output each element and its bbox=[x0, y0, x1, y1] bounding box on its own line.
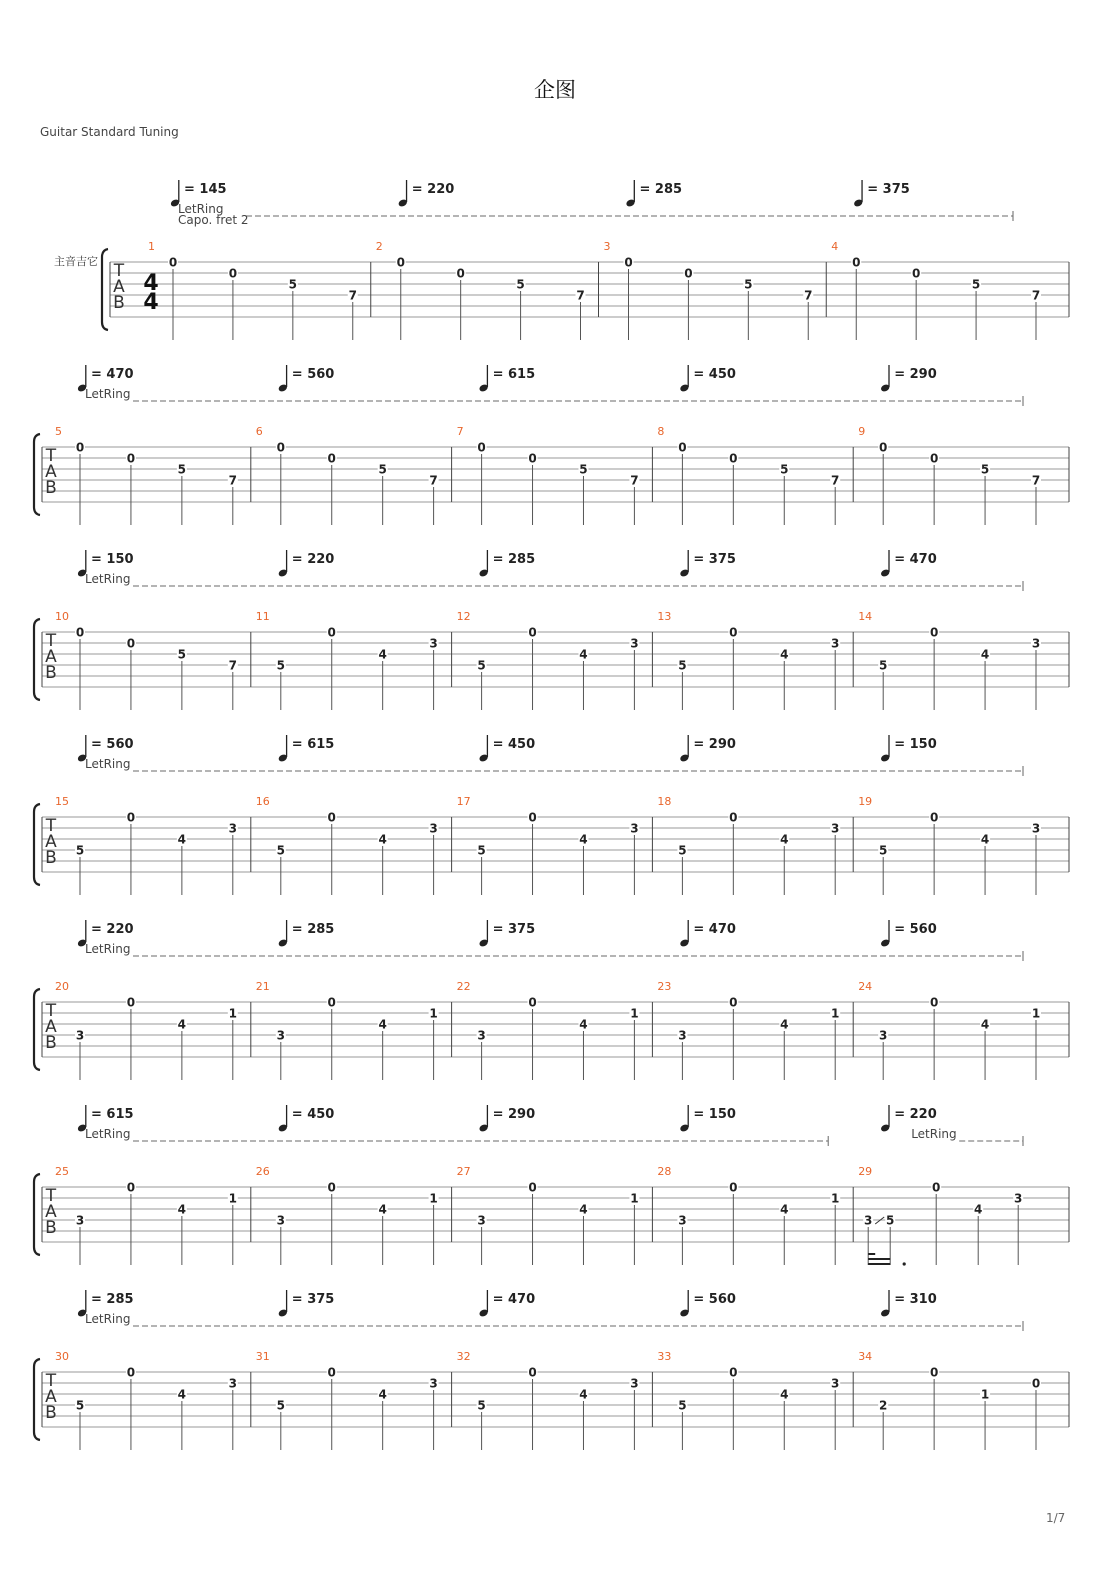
tempo-value: = 375 bbox=[492, 922, 536, 937]
tempo-value: = 285 bbox=[492, 552, 536, 567]
tab-clef-letter: A bbox=[45, 1202, 57, 1222]
measure-number: 12 bbox=[456, 610, 471, 623]
let-ring-label: LetRing bbox=[85, 757, 131, 771]
fret-number: 0 bbox=[126, 1180, 136, 1195]
fret-number: 0 bbox=[396, 255, 405, 270]
fret-number: 0 bbox=[327, 1180, 336, 1195]
fret-number: 0 bbox=[528, 625, 537, 640]
fret-number: 0 bbox=[852, 255, 861, 270]
fret-number: 0 bbox=[684, 266, 693, 281]
fret-number: 3 bbox=[429, 1376, 438, 1391]
fret-number: 0 bbox=[678, 440, 687, 455]
fret-number: 5 bbox=[75, 843, 85, 858]
fret-number: 7 bbox=[576, 288, 585, 303]
fret-number: 0 bbox=[228, 266, 238, 281]
fret-number: 4 bbox=[980, 647, 990, 662]
tab-clef-letter: B bbox=[45, 1218, 57, 1238]
fret-number: 4 bbox=[980, 1017, 990, 1032]
measure-number: 19 bbox=[858, 795, 873, 808]
let-ring-label: LetRing bbox=[178, 202, 224, 216]
fret-number: 0 bbox=[1031, 1376, 1041, 1391]
fret-number: 0 bbox=[911, 266, 921, 281]
measure-number: 23 bbox=[657, 980, 672, 993]
fret-number: 4 bbox=[378, 1387, 387, 1402]
measure-number: 10 bbox=[55, 610, 69, 623]
tab-clef-letter: A bbox=[45, 647, 57, 667]
fret-number: 3 bbox=[477, 1028, 486, 1043]
fret-number: 0 bbox=[126, 636, 136, 651]
fret-number: 0 bbox=[729, 995, 738, 1010]
fret-number: 4 bbox=[579, 832, 588, 847]
tempo-value: = 470 bbox=[693, 922, 736, 937]
fret-number: 1 bbox=[630, 1006, 639, 1021]
tab-clef-letter: T bbox=[113, 261, 125, 281]
fret-number: 7 bbox=[228, 658, 237, 673]
tempo-value: = 375 bbox=[867, 182, 910, 197]
tab-clef-letter: B bbox=[45, 663, 57, 683]
fret-number: 1 bbox=[1031, 1006, 1041, 1021]
fret-number: 0 bbox=[729, 1180, 738, 1195]
fret-number: 5 bbox=[75, 1398, 85, 1413]
tab-clef-letter: B bbox=[113, 293, 125, 313]
fret-number: 0 bbox=[327, 625, 336, 640]
fret-number: 5 bbox=[276, 658, 285, 673]
fret-number: 0 bbox=[729, 625, 738, 640]
measure-number: 3 bbox=[603, 240, 611, 253]
tempo-value: = 220 bbox=[411, 182, 455, 197]
let-ring-label: LetRing bbox=[85, 942, 131, 956]
fret-number: 5 bbox=[971, 277, 981, 292]
fret-number: 4 bbox=[177, 832, 187, 847]
tempo-value: = 615 bbox=[91, 1107, 134, 1122]
tab-clef-letter: B bbox=[45, 478, 57, 498]
measure-number: 16 bbox=[255, 795, 270, 808]
fret-number: 0 bbox=[327, 995, 336, 1010]
fret-number: 4 bbox=[780, 1387, 789, 1402]
fret-number: 4 bbox=[579, 1387, 588, 1402]
let-ring-label: LetRing bbox=[85, 572, 131, 586]
let-ring-label: LetRing bbox=[85, 1312, 131, 1326]
fret-number: 7 bbox=[1031, 473, 1041, 488]
fret-number: 4 bbox=[579, 647, 588, 662]
fret-number: 3 bbox=[831, 636, 840, 651]
measure-number: 2 bbox=[375, 240, 383, 253]
tab-clef-letter: T bbox=[45, 1371, 57, 1391]
tempo-value: = 615 bbox=[492, 367, 536, 382]
measure-number: 14 bbox=[858, 610, 873, 623]
fret-number: 3 bbox=[831, 821, 840, 836]
measure-number: 21 bbox=[255, 980, 270, 993]
fret-number: 3 bbox=[75, 1028, 85, 1043]
fret-number: 4 bbox=[974, 1202, 983, 1217]
tab-clef-letter: T bbox=[45, 1186, 57, 1206]
measure-number: 8 bbox=[657, 425, 665, 438]
fret-number: 1 bbox=[831, 1191, 840, 1206]
system-bracket bbox=[34, 1174, 40, 1255]
fret-number: 3 bbox=[429, 821, 438, 836]
tempo-value: = 150 bbox=[894, 737, 937, 752]
fret-number: 0 bbox=[75, 625, 85, 640]
measure-number: 11 bbox=[255, 610, 270, 623]
fret-number: 3 bbox=[477, 1213, 486, 1228]
tempo-value: = 220 bbox=[91, 922, 134, 937]
tab-clef-letter: T bbox=[45, 446, 57, 466]
score-title: 企图 bbox=[534, 78, 576, 102]
fret-number: 4 bbox=[177, 1017, 187, 1032]
tempo-value: = 285 bbox=[91, 1292, 134, 1307]
tempo-value: = 560 bbox=[894, 922, 937, 937]
fret-number: 7 bbox=[804, 288, 813, 303]
tempo-value: = 470 bbox=[894, 552, 937, 567]
measure-number: 6 bbox=[255, 425, 263, 438]
fret-number: 3 bbox=[864, 1213, 873, 1228]
fret-number: 5 bbox=[477, 843, 486, 858]
fret-number: 0 bbox=[929, 451, 939, 466]
measure-number: 33 bbox=[657, 1350, 672, 1363]
fret-number: 0 bbox=[932, 1180, 941, 1195]
fret-number: 5 bbox=[288, 277, 298, 292]
tempo-value: = 560 bbox=[91, 737, 134, 752]
fret-number: 4 bbox=[780, 647, 789, 662]
fret-number: 3 bbox=[1031, 821, 1041, 836]
measure-number: 27 bbox=[456, 1165, 471, 1178]
measure-number: 34 bbox=[858, 1350, 873, 1363]
fret-number: 0 bbox=[126, 810, 136, 825]
tab-clef-letter: T bbox=[45, 631, 57, 651]
fret-number: 0 bbox=[624, 255, 633, 270]
fret-number: 1 bbox=[429, 1191, 438, 1206]
fret-number: 3 bbox=[630, 636, 639, 651]
fret-number: 3 bbox=[678, 1213, 687, 1228]
tempo-value: = 560 bbox=[291, 367, 335, 382]
measure-number: 20 bbox=[55, 980, 69, 993]
fret-number: 5 bbox=[579, 462, 588, 477]
fret-number: 3 bbox=[678, 1028, 687, 1043]
fret-number: 0 bbox=[879, 440, 888, 455]
measure-number: 29 bbox=[858, 1165, 873, 1178]
measure-number: 1 bbox=[148, 240, 155, 253]
measure-number: 31 bbox=[255, 1350, 270, 1363]
measure-number: 15 bbox=[55, 795, 69, 808]
fret-number: 0 bbox=[168, 255, 178, 270]
tempo-value: = 145 bbox=[184, 182, 227, 197]
measure-number: 28 bbox=[657, 1165, 672, 1178]
fret-number: 4 bbox=[780, 832, 789, 847]
fret-number: 4 bbox=[378, 647, 387, 662]
fret-number: 4 bbox=[980, 832, 990, 847]
fret-number: 0 bbox=[75, 440, 85, 455]
fret-number: 4 bbox=[579, 1202, 588, 1217]
measure-number: 9 bbox=[858, 425, 866, 438]
tab-clef-letter: A bbox=[45, 1387, 57, 1407]
system-bracket bbox=[34, 989, 40, 1070]
track-name: 主音吉它 bbox=[54, 255, 98, 268]
tab-clef-letter: A bbox=[45, 832, 57, 852]
system-bracket bbox=[34, 619, 40, 700]
tempo-value: = 285 bbox=[291, 922, 335, 937]
fret-number: 7 bbox=[228, 473, 237, 488]
fret-number: 0 bbox=[477, 440, 486, 455]
fret-number: 0 bbox=[929, 995, 939, 1010]
fret-number: 0 bbox=[327, 810, 336, 825]
tab-clef-letter: A bbox=[45, 462, 57, 482]
fret-number: 5 bbox=[780, 462, 789, 477]
fret-number: 5 bbox=[177, 462, 187, 477]
fret-number: 3 bbox=[276, 1028, 285, 1043]
measure-number: 4 bbox=[831, 240, 839, 253]
fret-number: 5 bbox=[678, 1398, 687, 1413]
fret-number: 4 bbox=[177, 1202, 187, 1217]
fret-number: 5 bbox=[879, 658, 888, 673]
tempo-value: = 470 bbox=[91, 367, 134, 382]
tempo-value: = 470 bbox=[492, 1292, 536, 1307]
fret-number: 2 bbox=[879, 1398, 888, 1413]
fret-number: 3 bbox=[831, 1376, 840, 1391]
tempo-value: = 220 bbox=[291, 552, 335, 567]
dot bbox=[903, 1262, 906, 1265]
time-signature-denominator: 4 bbox=[143, 290, 159, 315]
fret-number: 1 bbox=[980, 1387, 990, 1402]
tempo-value: = 310 bbox=[894, 1292, 937, 1307]
fret-number: 1 bbox=[228, 1006, 237, 1021]
fret-number: 3 bbox=[228, 821, 237, 836]
tempo-value: = 450 bbox=[291, 1107, 335, 1122]
measure-number: 32 bbox=[456, 1350, 471, 1363]
fret-number: 0 bbox=[456, 266, 465, 281]
fret-number: 4 bbox=[378, 832, 387, 847]
fret-number: 7 bbox=[429, 473, 438, 488]
fret-number: 3 bbox=[1014, 1191, 1023, 1206]
fret-number: 3 bbox=[75, 1213, 85, 1228]
measure-number: 26 bbox=[255, 1165, 270, 1178]
fret-number: 3 bbox=[429, 636, 438, 651]
capo-label: Capo. fret 2 bbox=[178, 213, 249, 227]
fret-number: 0 bbox=[276, 440, 285, 455]
fret-number: 0 bbox=[528, 995, 537, 1010]
fret-number: 5 bbox=[886, 1213, 895, 1228]
system-bracket bbox=[34, 804, 40, 885]
fret-number: 7 bbox=[831, 473, 840, 488]
let-ring-label: LetRing bbox=[911, 1127, 957, 1141]
fret-number: 0 bbox=[929, 810, 939, 825]
fret-number: 4 bbox=[780, 1202, 789, 1217]
fret-number: 4 bbox=[378, 1017, 387, 1032]
fret-number: 0 bbox=[126, 451, 136, 466]
let-ring-label: LetRing bbox=[85, 1127, 131, 1141]
fret-number: 5 bbox=[744, 277, 753, 292]
time-signature-numerator: 4 bbox=[143, 271, 159, 296]
system-bracket bbox=[34, 434, 40, 515]
tab-clef-letter: A bbox=[113, 277, 125, 297]
fret-number: 0 bbox=[528, 1180, 537, 1195]
tab-clef-letter: B bbox=[45, 1403, 57, 1423]
tempo-value: = 615 bbox=[291, 737, 335, 752]
fret-number: 5 bbox=[276, 1398, 285, 1413]
fret-number: 5 bbox=[177, 647, 187, 662]
system-bracket bbox=[34, 1359, 40, 1440]
fret-number: 5 bbox=[477, 658, 486, 673]
tempo-value: = 290 bbox=[894, 367, 937, 382]
page-number: 1/7 bbox=[1046, 1511, 1066, 1525]
fret-number: 0 bbox=[126, 995, 136, 1010]
fret-number: 3 bbox=[630, 1376, 639, 1391]
fret-number: 5 bbox=[879, 843, 888, 858]
fret-number: 4 bbox=[780, 1017, 789, 1032]
tempo-value: = 150 bbox=[693, 1107, 736, 1122]
fret-number: 0 bbox=[528, 451, 537, 466]
fret-number: 7 bbox=[630, 473, 639, 488]
system-bracket bbox=[102, 249, 108, 330]
measure-number: 7 bbox=[456, 425, 464, 438]
fret-number: 4 bbox=[177, 1387, 187, 1402]
fret-number: 0 bbox=[528, 1365, 537, 1380]
tab-clef-letter: B bbox=[45, 1033, 57, 1053]
fret-number: 0 bbox=[929, 1365, 939, 1380]
measure-number: 5 bbox=[55, 425, 62, 438]
fret-number: 0 bbox=[729, 810, 738, 825]
fret-number: 5 bbox=[678, 658, 687, 673]
fret-number: 5 bbox=[276, 843, 285, 858]
fret-number: 1 bbox=[630, 1191, 639, 1206]
measure-number: 25 bbox=[55, 1165, 69, 1178]
fret-number: 0 bbox=[327, 451, 336, 466]
measure-number: 13 bbox=[657, 610, 672, 623]
tab-clef-letter: T bbox=[45, 1001, 57, 1021]
tempo-value: = 375 bbox=[291, 1292, 335, 1307]
fret-number: 5 bbox=[678, 843, 687, 858]
fret-number: 3 bbox=[228, 1376, 237, 1391]
fret-number: 5 bbox=[477, 1398, 486, 1413]
tab-clef-letter: T bbox=[45, 816, 57, 836]
fret-number: 4 bbox=[579, 1017, 588, 1032]
tempo-value: = 450 bbox=[693, 367, 736, 382]
measure-number: 22 bbox=[456, 980, 471, 993]
tempo-value: = 220 bbox=[894, 1107, 937, 1122]
measure-number: 30 bbox=[55, 1350, 69, 1363]
fret-number: 1 bbox=[831, 1006, 840, 1021]
fret-number: 3 bbox=[1031, 636, 1041, 651]
fret-number: 0 bbox=[929, 625, 939, 640]
fret-number: 7 bbox=[1031, 288, 1041, 303]
fret-number: 0 bbox=[126, 1365, 136, 1380]
fret-number: 3 bbox=[630, 821, 639, 836]
fret-number: 0 bbox=[327, 1365, 336, 1380]
measure-number: 18 bbox=[657, 795, 672, 808]
let-ring-label: LetRing bbox=[85, 387, 131, 401]
fret-number: 5 bbox=[378, 462, 387, 477]
tab-clef-letter: B bbox=[45, 848, 57, 868]
tempo-value: = 290 bbox=[693, 737, 736, 752]
tempo-value: = 290 bbox=[492, 1107, 536, 1122]
fret-number: 7 bbox=[348, 288, 357, 303]
tempo-value: = 150 bbox=[91, 552, 134, 567]
fret-number: 0 bbox=[528, 810, 537, 825]
fret-number: 4 bbox=[378, 1202, 387, 1217]
fret-number: 5 bbox=[516, 277, 525, 292]
fret-number: 0 bbox=[729, 451, 738, 466]
tempo-value: = 450 bbox=[492, 737, 536, 752]
fret-number: 1 bbox=[429, 1006, 438, 1021]
fret-number: 3 bbox=[879, 1028, 888, 1043]
fret-number: 1 bbox=[228, 1191, 237, 1206]
tempo-value: = 285 bbox=[639, 182, 683, 197]
measure-number: 17 bbox=[456, 795, 471, 808]
fret-number: 3 bbox=[276, 1213, 285, 1228]
fret-number: 0 bbox=[729, 1365, 738, 1380]
tempo-value: = 560 bbox=[693, 1292, 736, 1307]
measure-number: 24 bbox=[858, 980, 873, 993]
fret-number: 5 bbox=[980, 462, 990, 477]
tab-clef-letter: A bbox=[45, 1017, 57, 1037]
tuning-label: Guitar Standard Tuning bbox=[40, 125, 179, 139]
tempo-value: = 375 bbox=[693, 552, 736, 567]
